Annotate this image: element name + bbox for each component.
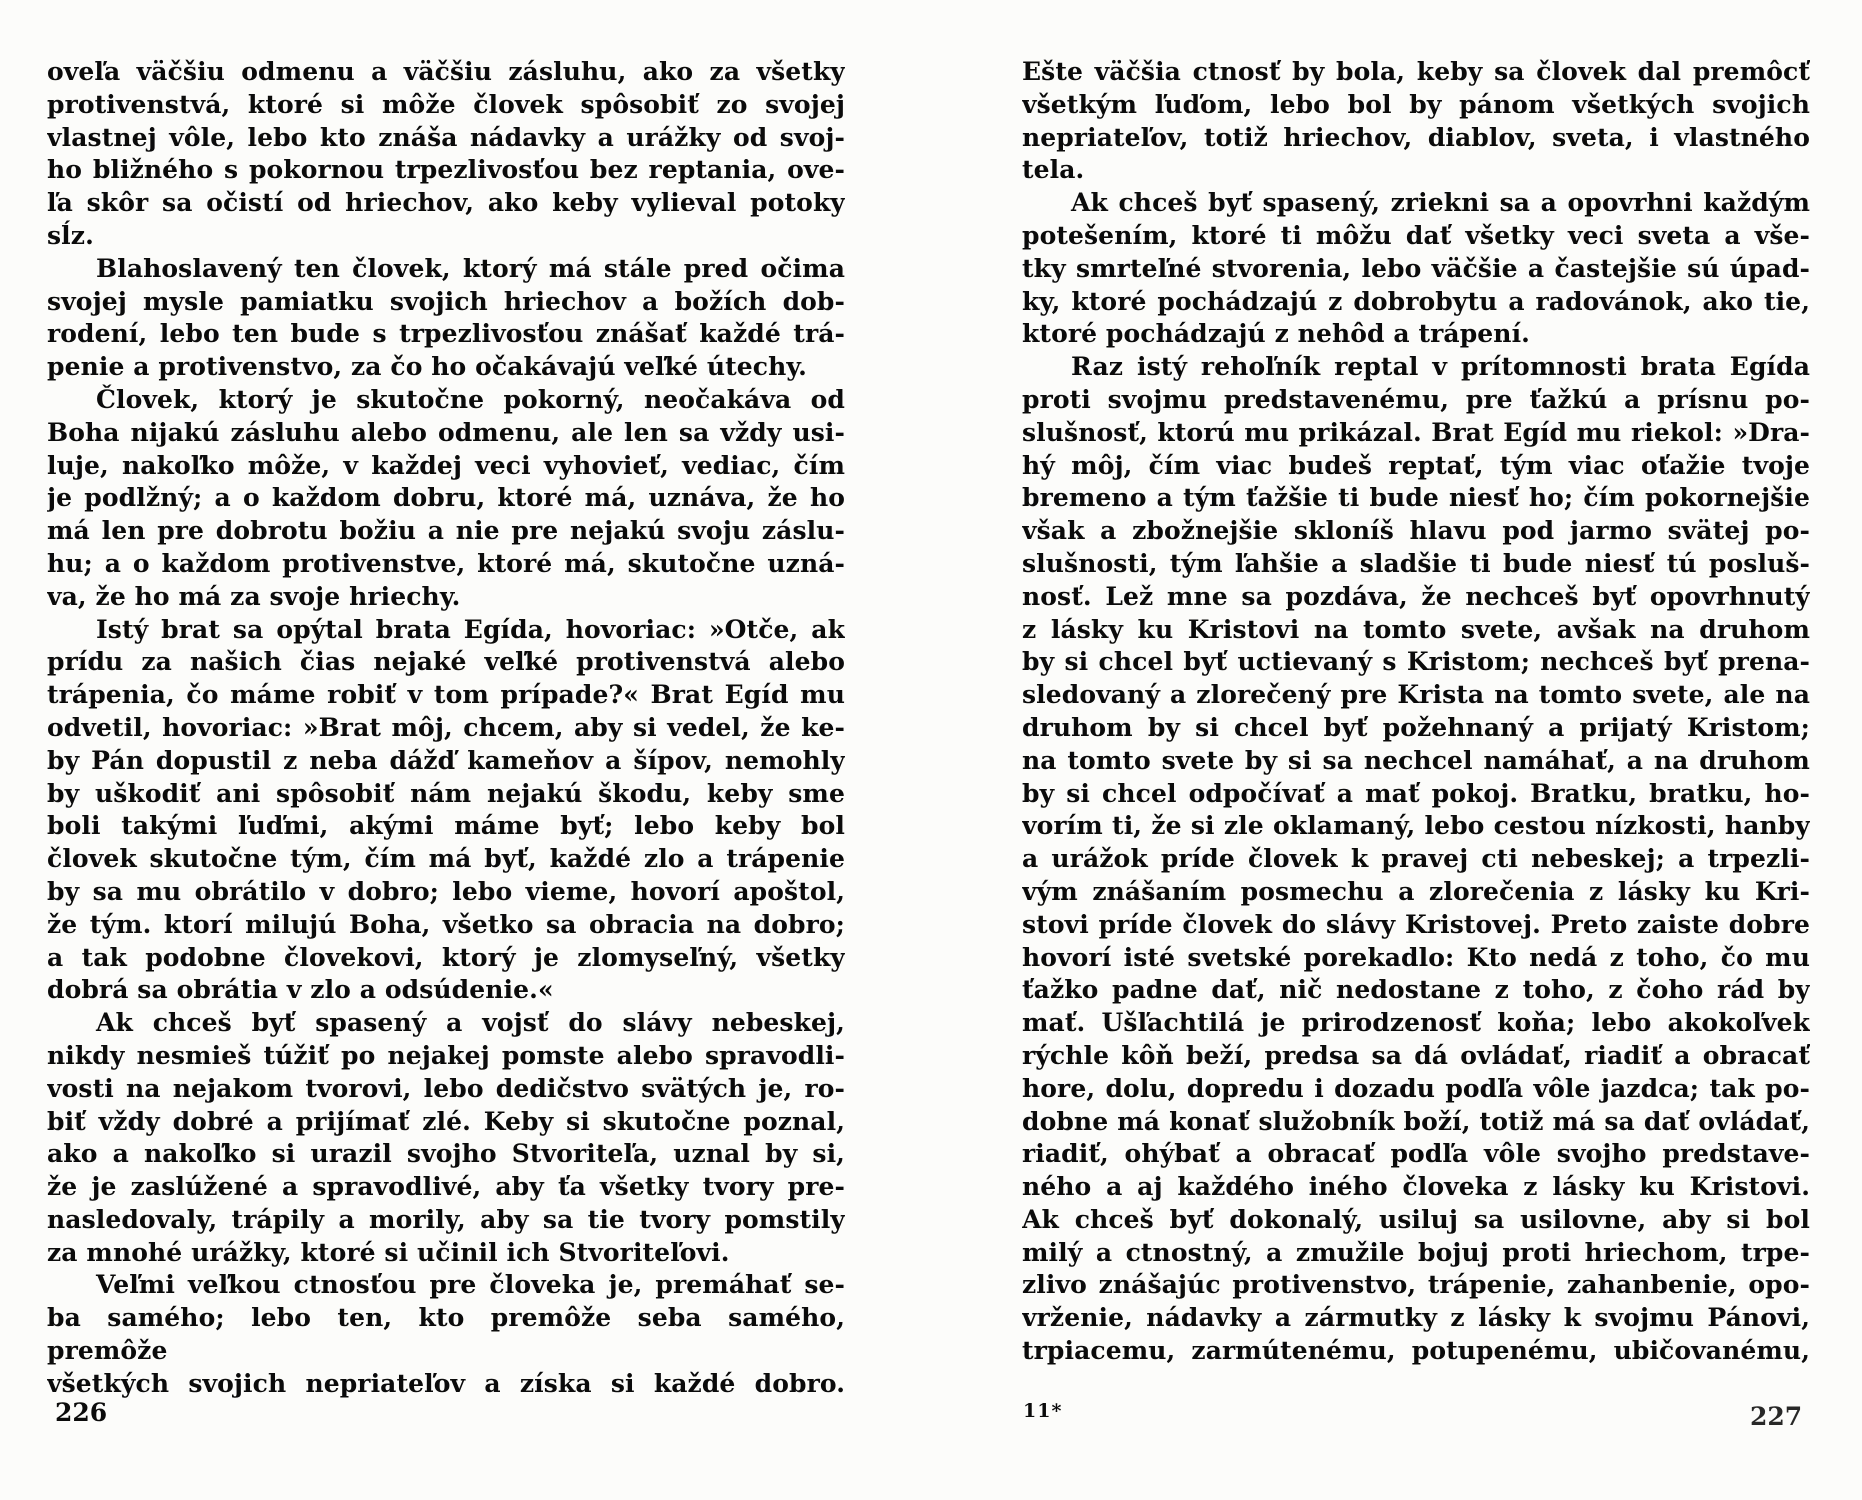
right-page-number: 227 xyxy=(1750,1402,1803,1431)
printer-signature-mark: 11* xyxy=(1023,1400,1063,1422)
text-line: všetkým ľuďom, lebo bol by pánom všetkých svojich xyxy=(1022,89,1810,119)
text-line: ako a nakoľko si urazil svojho Stvoriteľa, uznal by si, xyxy=(47,1139,845,1169)
text-line: boli takými ľuďmi, akými máme byť; lebo keby bol xyxy=(47,811,845,841)
text-line: proti svojmu predstavenému, pre ťažkú a prísnu po- xyxy=(1022,384,1810,414)
text-line: by sa mu obrátilo v dobro; lebo vieme, hovorí apoštol, xyxy=(47,876,845,906)
text-line: ho bližného s pokornou trpezlivosťou bez reptania, ove- xyxy=(47,155,845,185)
paragraph xyxy=(47,1007,845,1269)
text-line: oveľa väčšiu odmenu a väčšiu zásluhu, ako za všetky xyxy=(47,57,845,86)
text-line: hu; a o každom protivenstve, ktoré má, skutočne uzná- xyxy=(47,548,845,578)
text-line: všetkých svojich nepriateľov a získa si každé dobro. xyxy=(47,1368,845,1398)
text-line: ktoré pochádzajú z nehôd a trápení. xyxy=(1022,319,1530,349)
text-line: bremeno a tým ťažšie ti bude niesť ho; čím pokornejšie xyxy=(1022,483,1810,513)
text-line: by si chcel odpočívať a mať pokoj. Bratku, bratku, ho- xyxy=(1022,778,1810,808)
text-line: milý a ctnostný, a zmužile bojuj proti hriechom, trpe- xyxy=(1022,1237,1810,1267)
text-line: ľa skôr sa očistí od hriechov, ako keby vylieval potoky xyxy=(47,188,845,218)
text-line: vorím ti, že si zle oklamaný, lebo cestou nízkosti, hanby xyxy=(1022,811,1810,841)
text-line: rodení, lebo ten bude s trpezlivosťou znášať každé trá- xyxy=(47,319,845,349)
paragraph xyxy=(47,614,845,1008)
text-line: Boha nijakú zásluhu alebo odmenu, ale len sa vždy usi- xyxy=(47,417,845,447)
text-line: svojej mysle pamiatku svojich hriechov a božích dob- xyxy=(47,286,845,316)
text-line: nikdy nesmieš túžiť po nejakej pomste alebo spravodli- xyxy=(47,1040,845,1070)
paragraph xyxy=(1022,56,1810,187)
text-line: penie a protivenstvo, za čo ho očakávajú veľké útechy. xyxy=(47,352,807,382)
text-line: biť vždy dobré a prijímať zlé. Keby si skutočne poznal, xyxy=(47,1106,845,1136)
text-line: však a zbožnejšie skloníš hlavu pod jarmo svätej po- xyxy=(1022,516,1810,546)
text-line: hý môj, čím viac budeš reptať, tým viac oťažie tvoje xyxy=(1022,450,1810,480)
text-line: Ak chceš byť dokonalý, usiluj sa usilovne, aby si bol xyxy=(1022,1204,1810,1234)
text-line: Veľmi veľkou ctnosťou pre človeka je, premáhať se- xyxy=(96,1270,845,1300)
text-line: nepriateľov, totiž hriechov, diablov, sveta, i vlastného xyxy=(1022,122,1810,152)
text-line: ťažko padne dať, nič nedostane z toho, z čoho rád by xyxy=(1022,975,1810,1005)
text-line: ba samého; lebo ten, kto premôže seba samého, premôže xyxy=(47,1303,845,1366)
text-line: vosti na nejakom tvorovi, lebo dedičstvo svätých je, ro- xyxy=(47,1073,845,1103)
text-line: hovorí isté svetské porekadlo: Kto nedá z toho, čo mu xyxy=(1022,942,1810,972)
text-line: Raz istý rehoľník reptal v prítomnosti brata Egída xyxy=(1071,352,1810,382)
paragraph xyxy=(47,384,845,614)
text-line: Blahoslavený ten človek, ktorý má stále pred očima xyxy=(96,253,845,283)
text-line: riadiť, ohýbať a obracať podľa vôle svojho predstave- xyxy=(1022,1139,1810,1169)
text-line: za mnohé urážky, ktoré si učinil ich Stvoriteľovi. xyxy=(47,1237,730,1267)
text-line: človek skutočne tým, čím má byť, každé zlo a trápenie xyxy=(47,844,845,874)
text-line: sledovaný a zlorečený pre Krista na tomto svete, ale na xyxy=(1022,680,1810,710)
text-line: by uškodiť ani spôsobiť nám nejakú škodu, keby sme xyxy=(47,778,845,808)
text-line: odvetil, hovoriac: »Brat môj, chcem, aby si vedel, že ke- xyxy=(47,712,845,742)
text-line: protivenstvá, ktoré si môže človek spôsobiť zo svojej xyxy=(47,89,845,119)
paragraph xyxy=(47,56,845,253)
text-line: hore, dolu, dopredu i dozadu podľa vôle jazdca; tak po- xyxy=(1022,1073,1810,1103)
text-line: že tým. ktorí milujú Boha, všetko sa obracia na dobro; xyxy=(47,909,845,939)
left-page-number: 226 xyxy=(55,1398,108,1427)
left-page-text-column xyxy=(47,56,845,1401)
text-line: trápenia, čo máme robiť v tom prípade?« Brat Egíd mu xyxy=(47,680,845,710)
text-line: luje, nakoľko môže, v každej veci vyhovieť, vediac, čím xyxy=(47,450,845,480)
text-line: nasledovaly, trápily a morily, aby sa tie tvory pomstily xyxy=(47,1204,845,1234)
text-line: ného a aj každého iného človeka z lásky ku Kristovi. xyxy=(1022,1172,1810,1202)
text-line: je podlžný; a o každom dobru, ktoré má, uznáva, že ho xyxy=(47,483,845,513)
text-line: zlivo znášajúc protivenstvo, trápenie, zahanbenie, opo- xyxy=(1022,1270,1810,1300)
text-line: Istý brat sa opýtal brata Egída, hovoriac: »Otče, ak xyxy=(96,614,845,644)
text-line: a tak podobne človekovi, ktorý je zlomyseľný, všetky xyxy=(47,942,845,972)
text-line: a urážok príde človek k pravej cti nebeskej; a trpezli- xyxy=(1022,844,1810,874)
text-line: Ak chceš byť spasený a vojsť do slávy nebeskej, xyxy=(96,1008,845,1038)
paragraph xyxy=(47,1269,845,1400)
text-line: by Pán dopustil z neba dážď kameňov a šípov, nemohly xyxy=(47,745,845,775)
text-line: na tomto svete by si sa nechcel namáhať, a na druhom xyxy=(1022,745,1810,775)
text-line: z lásky ku Kristovi na tomto svete, avšak na druhom xyxy=(1022,614,1810,644)
text-line: tky smrteľné stvorenia, lebo väčšie a častejšie sú úpad- xyxy=(1022,253,1810,283)
text-line: nosť. Lež mne sa pozdáva, že nechceš byť opovrhnutý xyxy=(1022,581,1810,611)
text-line: rýchle kôň beží, predsa sa dá ovládať, riadiť a obracať xyxy=(1022,1040,1810,1070)
text-line: slušnosti, tým ľahšie a sladšie ti bude niesť tú posluš- xyxy=(1022,548,1810,578)
text-line: tela. xyxy=(1022,155,1085,185)
text-line: slušnosť, ktorú mu prikázal. Brat Egíd mu riekol: »Dra- xyxy=(1022,417,1810,447)
text-line: Ešte väčšia ctnosť by bola, keby sa človek dal premôcť xyxy=(1022,57,1810,86)
text-line: vlastnej vôle, lebo kto znáša nádavky a urážky od svoj- xyxy=(47,122,845,152)
text-line: dobrá sa obrátia v zlo a odsúdenie.« xyxy=(47,975,554,1005)
text-line: že je zaslúžené a spravodlivé, aby ťa všetky tvory pre- xyxy=(47,1172,845,1202)
paragraph xyxy=(47,253,845,384)
text-line: potešením, ktoré ti môžu dať všetky veci sveta a vše- xyxy=(1022,220,1810,250)
text-line: druhom by si chcel byť požehnaný a prijatý Kristom; xyxy=(1022,712,1810,742)
right-page-text-column xyxy=(1022,56,1810,1368)
text-line: stovi príde človek do slávy Kristovej. Preto zaiste dobre xyxy=(1022,909,1810,939)
text-line: trpiacemu, zarmútenému, potupenému, ubičovanému, xyxy=(1022,1336,1810,1366)
text-line: sĺz. xyxy=(47,220,94,250)
text-line: Ak chceš byť spasený, zriekni sa a opovrhni každým xyxy=(1071,188,1810,218)
text-line: Človek, ktorý je skutočne pokorný, neočakáva od xyxy=(96,384,845,414)
text-line: ky, ktoré pochádzajú z dobrobytu a radovánok, ako tie, xyxy=(1022,286,1810,316)
text-line: mať. Ušľachtilá je prirodzenosť koňa; lebo akokoľvek xyxy=(1022,1008,1810,1038)
text-line: by si chcel byť uctievaný s Kristom; nechceš byť prena- xyxy=(1022,647,1810,677)
paragraph xyxy=(1022,187,1810,351)
text-line: vým znášaním posmechu a zlorečenia z lásky ku Kri- xyxy=(1022,876,1810,906)
paragraph xyxy=(1022,351,1810,1368)
text-line: prídu za našich čias nejaké veľké protivenstvá alebo xyxy=(47,647,845,677)
text-line: dobne má konať služobník boží, totiž má sa dať ovládať, xyxy=(1022,1106,1810,1136)
text-line: má len pre dobrotu božiu a nie pre nejakú svoju záslu- xyxy=(47,516,845,546)
text-line: va, že ho má za svoje hriechy. xyxy=(47,581,461,611)
text-line: vrženie, nádavky a zármutky z lásky k svojmu Pánovi, xyxy=(1022,1303,1810,1333)
